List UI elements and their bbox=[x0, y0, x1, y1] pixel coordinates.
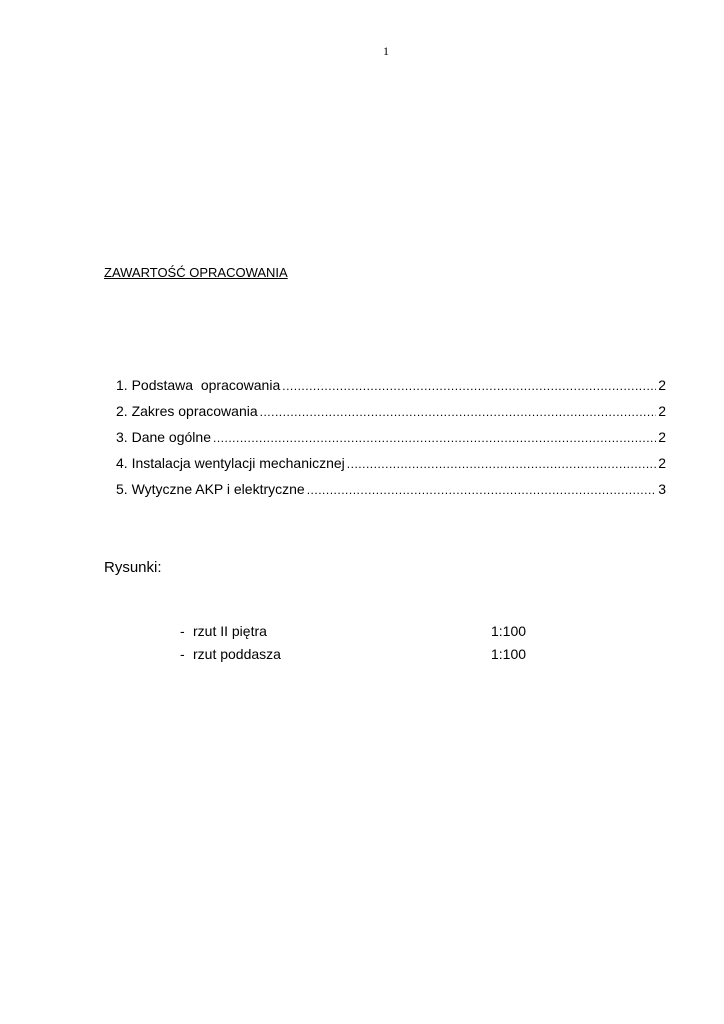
toc-entry bbox=[116, 429, 666, 455]
drawing-item bbox=[180, 622, 540, 645]
toc-dot-leader bbox=[347, 456, 656, 473]
toc-entry-number: 3. bbox=[116, 429, 128, 445]
drawing-name: rzut II piętra bbox=[193, 623, 267, 639]
toc-entry-number: 1. bbox=[116, 377, 128, 393]
toc-entry-page: 2 bbox=[658, 377, 666, 393]
toc-entry-number: 4. bbox=[116, 455, 128, 471]
table-of-contents bbox=[116, 377, 666, 507]
drawings-list bbox=[180, 622, 540, 668]
drawing-scale: 1:100 bbox=[491, 623, 527, 639]
toc-entry-page: 2 bbox=[658, 403, 666, 419]
drawings-heading: Rysunki: bbox=[104, 559, 162, 576]
toc-entry-title: Dane ogólne bbox=[131, 429, 211, 445]
toc-entry-page: 2 bbox=[658, 429, 666, 445]
toc-entry bbox=[116, 403, 666, 429]
drawing-item bbox=[180, 645, 540, 668]
document-title: ZAWARTOŚĆ OPRACOWANIA bbox=[104, 265, 288, 280]
toc-entry-title: Wytyczne AKP i elektryczne bbox=[131, 481, 305, 497]
toc-entry-title: Podstawa opracowania bbox=[131, 377, 281, 393]
toc-dot-leader bbox=[213, 430, 656, 447]
drawing-bullet: - bbox=[180, 646, 185, 662]
toc-entry-page: 2 bbox=[658, 455, 666, 471]
toc-entry-page: 3 bbox=[658, 481, 666, 497]
toc-dot-leader bbox=[260, 404, 657, 421]
drawing-name: rzut poddasza bbox=[193, 646, 281, 662]
drawing-scale: 1:100 bbox=[491, 646, 527, 662]
toc-entry-number: 2. bbox=[116, 403, 128, 419]
toc-dot-leader bbox=[282, 378, 656, 395]
toc-entry bbox=[116, 377, 666, 403]
toc-entry-title: Instalacja wentylacji mechanicznej bbox=[131, 455, 345, 471]
drawing-bullet: - bbox=[180, 623, 185, 639]
toc-entry-title: Zakres opracowania bbox=[131, 403, 258, 419]
toc-entry bbox=[116, 455, 666, 481]
toc-entry-number: 5. bbox=[116, 481, 128, 497]
page-number: 1 bbox=[383, 44, 389, 58]
toc-dot-leader bbox=[307, 482, 656, 499]
toc-entry bbox=[116, 481, 666, 507]
